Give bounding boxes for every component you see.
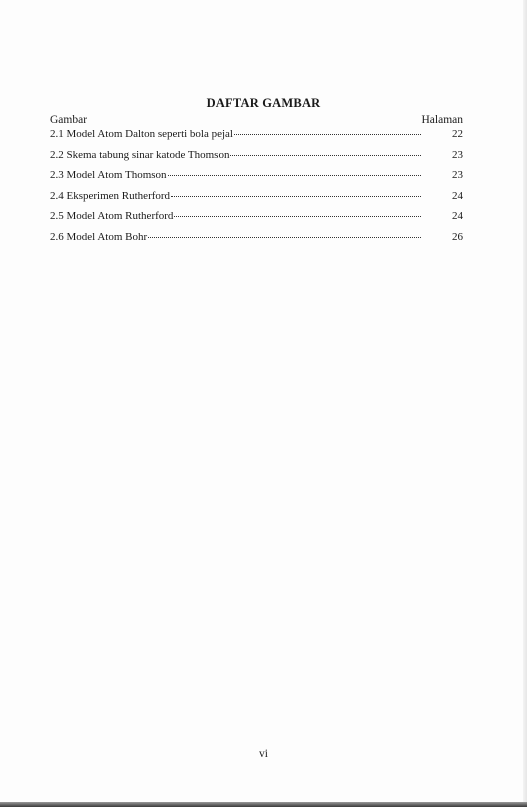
figure-title: 2.3 Model Atom Thomson <box>50 169 167 182</box>
figure-list-item <box>50 169 463 190</box>
figure-title: 2.4 Eksperimen Rutherford <box>50 189 171 202</box>
figure-title: 2.1 Model Atom Dalton seperti bola pejal <box>50 128 233 140</box>
dot-leader <box>168 175 421 176</box>
figure-list-item <box>50 231 463 252</box>
figure-list-item <box>50 128 463 149</box>
figure-list-item <box>50 210 463 231</box>
dot-leader <box>230 155 421 156</box>
dot-leader <box>174 216 421 217</box>
figure-page-number: 23 <box>452 169 463 182</box>
scan-edge-right <box>523 0 527 807</box>
figure-title: 2.6 Model Atom Bohr <box>50 230 148 243</box>
page-title: DAFTAR GAMBAR <box>206 96 321 110</box>
scan-edge-bottom <box>0 802 527 807</box>
page-number: vi <box>259 748 268 760</box>
dot-leader <box>148 237 421 238</box>
figure-page-number: 24 <box>452 189 463 202</box>
figure-list-item <box>50 190 463 211</box>
figure-page-number: 26 <box>452 230 463 243</box>
figure-title: 2.2 Skema tabung sinar katode Thomson <box>50 148 230 161</box>
figure-page-number: 22 <box>452 128 463 140</box>
dot-leader <box>234 134 421 135</box>
figure-page-number: 24 <box>452 210 463 223</box>
column-header-page: Halaman <box>421 114 463 126</box>
figure-title: 2.5 Model Atom Rutherford <box>50 210 174 223</box>
column-header-figure: Gambar <box>50 114 88 126</box>
figure-list-item <box>50 149 463 170</box>
dot-leader <box>171 196 421 197</box>
figure-page-number: 23 <box>452 148 463 161</box>
figure-list <box>50 128 463 252</box>
